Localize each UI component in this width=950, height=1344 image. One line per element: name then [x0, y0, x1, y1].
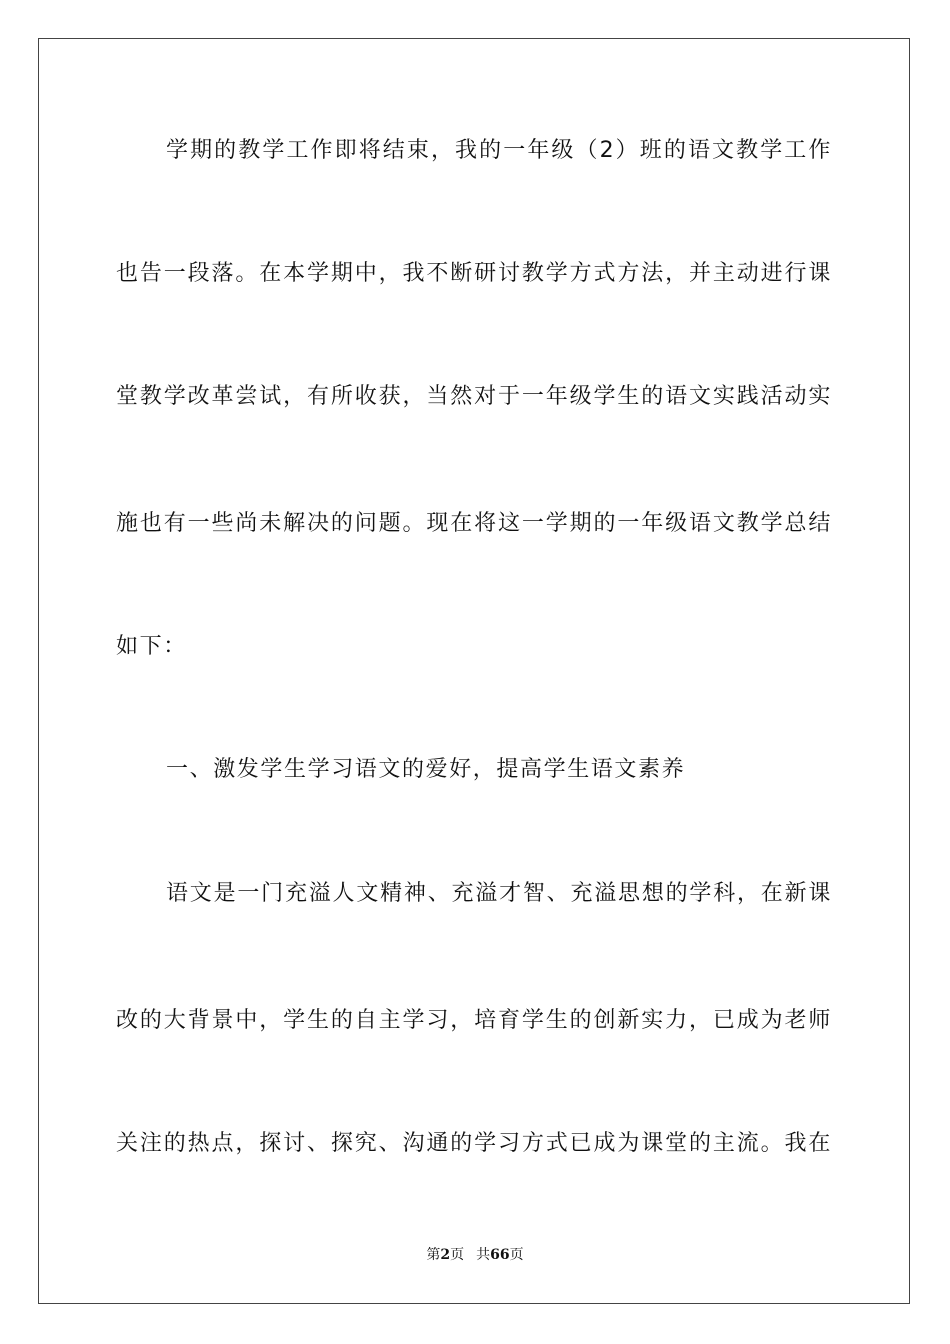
footer-page-prefix: 第 — [426, 1247, 441, 1263]
paragraph-1-line-2: 也告一段落。在本学期中，我不断研讨教学方式方法，并主动进行课 — [116, 261, 832, 286]
page-footer — [0, 1246, 950, 1264]
footer-page-unit: 页 — [450, 1247, 465, 1263]
page-frame — [38, 38, 910, 1304]
footer-page-total: 66 — [490, 1247, 510, 1263]
paragraph-1-line-3: 堂教学改革尝试，有所收获，当然对于一年级学生的语文实践活动实 — [116, 384, 832, 409]
paragraph-1-line-4: 施也有一些尚未解决的问题。现在将这一学期的一年级语文教学总结 — [116, 511, 832, 536]
footer-page-current: 2 — [440, 1247, 451, 1263]
paragraph-1-line-5: 如下： — [116, 634, 187, 659]
paragraph-2-line-1: 语文是一门充溢人文精神、充溢才智、充溢思想的学科，在新课 — [166, 881, 832, 906]
paragraph-1-line-1: 学期的教学工作即将结束，我的一年级（2）班的语文教学工作 — [166, 138, 832, 163]
section-heading: 一、激发学生学习语文的爱好，提高学生语文素养 — [166, 757, 686, 782]
paragraph-2-line-3: 关注的热点，探讨、探究、沟通的学习方式已成为课堂的主流。我在 — [116, 1131, 832, 1156]
footer-total-prefix: 共 — [476, 1247, 491, 1263]
footer-total-unit: 页 — [509, 1247, 524, 1263]
paragraph-2-line-2: 改的大背景中，学生的自主学习，培育学生的创新实力，已成为老师 — [116, 1008, 832, 1033]
